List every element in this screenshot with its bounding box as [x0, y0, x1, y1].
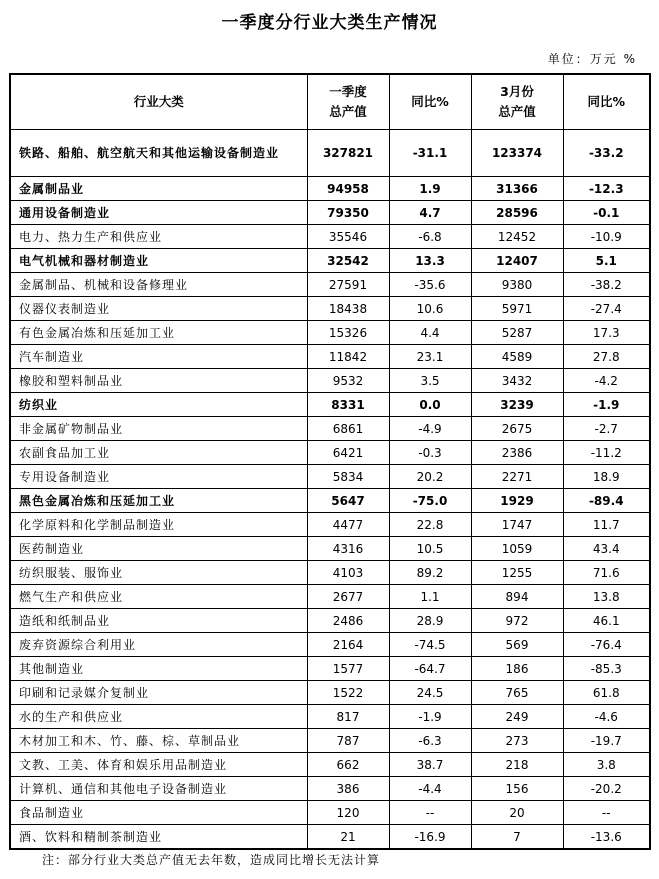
q1-output-cell: 4103	[307, 561, 389, 585]
mar-yoy-cell: 27.8	[563, 345, 650, 369]
industry-cell: 木材加工和木、竹、藤、棕、草制品业	[10, 729, 307, 753]
q1-output-cell: 6861	[307, 417, 389, 441]
q1-output-cell: 15326	[307, 321, 389, 345]
mar-yoy-cell: -11.2	[563, 441, 650, 465]
mar-yoy-cell: 46.1	[563, 609, 650, 633]
mar-yoy-cell: 71.6	[563, 561, 650, 585]
industry-cell: 非金属矿物制品业	[10, 417, 307, 441]
q1-output-cell: 6421	[307, 441, 389, 465]
mar-yoy-cell: -20.2	[563, 777, 650, 801]
mar-yoy-cell: -4.2	[563, 369, 650, 393]
q1-yoy-cell: 24.5	[389, 681, 471, 705]
industry-cell: 金属制品业	[10, 177, 307, 201]
q1-yoy-cell: 38.7	[389, 753, 471, 777]
mar-output-cell: 3432	[471, 369, 563, 393]
page-title: 一季度分行业大类生产情况	[221, 13, 438, 33]
q1-yoy-cell: -64.7	[389, 657, 471, 681]
industry-cell: 纺织服装、服饰业	[10, 561, 307, 585]
q1-output-cell: 8331	[307, 393, 389, 417]
industry-cell: 印刷和记录媒介复制业	[10, 681, 307, 705]
q1-yoy-cell: 13.3	[389, 249, 471, 273]
mar-output-cell: 4589	[471, 345, 563, 369]
industry-cell: 其他制造业	[10, 657, 307, 681]
industry-cell: 铁路、船舶、航空航天和其他运输设备制造业	[10, 130, 307, 177]
header-industry: 行业大类	[10, 74, 307, 130]
mar-output-cell: 972	[471, 609, 563, 633]
mar-yoy-cell: 18.9	[563, 465, 650, 489]
q1-yoy-cell: -75.0	[389, 489, 471, 513]
mar-output-cell: 7	[471, 825, 563, 850]
table-row	[10, 345, 650, 369]
mar-yoy-cell: 17.3	[563, 321, 650, 345]
mar-yoy-cell: 11.7	[563, 513, 650, 537]
industry-cell: 仪器仪表制造业	[10, 297, 307, 321]
mar-output-cell: 12407	[471, 249, 563, 273]
q1-output-cell: 2164	[307, 633, 389, 657]
industry-cell: 金属制品、机械和设备修理业	[10, 273, 307, 297]
q1-yoy-cell: -35.6	[389, 273, 471, 297]
q1-output-cell: 32542	[307, 249, 389, 273]
q1-output-cell: 5834	[307, 465, 389, 489]
mar-yoy-cell: -76.4	[563, 633, 650, 657]
mar-output-cell: 765	[471, 681, 563, 705]
industry-cell: 化学原料和化学制品制造业	[10, 513, 307, 537]
mar-yoy-cell: --	[563, 801, 650, 825]
mar-output-cell: 123374	[471, 130, 563, 177]
unit-label: 单位：万元 %	[547, 52, 637, 66]
mar-output-cell: 186	[471, 657, 563, 681]
q1-output-cell: 1577	[307, 657, 389, 681]
table-row	[10, 201, 650, 225]
mar-output-cell: 1059	[471, 537, 563, 561]
q1-yoy-cell: 20.2	[389, 465, 471, 489]
mar-output-cell: 2271	[471, 465, 563, 489]
q1-output-cell: 120	[307, 801, 389, 825]
mar-output-cell: 1929	[471, 489, 563, 513]
mar-output-cell: 273	[471, 729, 563, 753]
q1-output-cell: 79350	[307, 201, 389, 225]
q1-output-cell: 18438	[307, 297, 389, 321]
q1-yoy-cell: -6.8	[389, 225, 471, 249]
mar-output-cell: 5971	[471, 297, 563, 321]
q1-yoy-cell: -4.4	[389, 777, 471, 801]
table-row	[10, 441, 650, 465]
q1-yoy-cell: 0.0	[389, 393, 471, 417]
q1-output-cell: 4477	[307, 513, 389, 537]
q1-output-cell: 817	[307, 705, 389, 729]
industry-cell: 通用设备制造业	[10, 201, 307, 225]
table-row	[10, 729, 650, 753]
q1-yoy-cell: 1.1	[389, 585, 471, 609]
q1-output-cell: 787	[307, 729, 389, 753]
q1-output-cell: 9532	[307, 369, 389, 393]
mar-yoy-cell: -33.2	[563, 130, 650, 177]
q1-output-cell: 35546	[307, 225, 389, 249]
header-q1-output-line1: 一季度	[329, 84, 367, 99]
mar-yoy-cell: -1.9	[563, 393, 650, 417]
table-row	[10, 273, 650, 297]
mar-output-cell: 569	[471, 633, 563, 657]
q1-yoy-cell: -16.9	[389, 825, 471, 850]
mar-output-cell: 1255	[471, 561, 563, 585]
table-row	[10, 609, 650, 633]
industry-cell: 燃气生产和供应业	[10, 585, 307, 609]
mar-output-cell: 20	[471, 801, 563, 825]
mar-output-cell: 218	[471, 753, 563, 777]
industry-cell: 废弃资源综合利用业	[10, 633, 307, 657]
industry-cell: 黑色金属冶炼和压延加工业	[10, 489, 307, 513]
table-header-row	[10, 74, 650, 130]
industry-cell: 电气机械和器材制造业	[10, 249, 307, 273]
q1-yoy-cell: 23.1	[389, 345, 471, 369]
q1-output-cell: 21	[307, 825, 389, 850]
q1-yoy-cell: 10.6	[389, 297, 471, 321]
mar-yoy-cell: 5.1	[563, 249, 650, 273]
mar-output-cell: 249	[471, 705, 563, 729]
q1-yoy-cell: 28.9	[389, 609, 471, 633]
industry-cell: 文教、工美、体育和娱乐用品制造业	[10, 753, 307, 777]
industry-cell: 水的生产和供应业	[10, 705, 307, 729]
q1-yoy-cell: -31.1	[389, 130, 471, 177]
q1-yoy-cell: 10.5	[389, 537, 471, 561]
mar-output-cell: 156	[471, 777, 563, 801]
table-row	[10, 753, 650, 777]
industry-cell: 电力、热力生产和供应业	[10, 225, 307, 249]
industry-cell: 医药制造业	[10, 537, 307, 561]
table-row	[10, 393, 650, 417]
q1-yoy-cell: -4.9	[389, 417, 471, 441]
mar-yoy-cell: -0.1	[563, 201, 650, 225]
industry-cell: 有色金属冶炼和压延加工业	[10, 321, 307, 345]
table-row	[10, 465, 650, 489]
q1-yoy-cell: -0.3	[389, 441, 471, 465]
table-body	[10, 130, 650, 850]
header-mar-output	[471, 74, 563, 130]
table-row	[10, 369, 650, 393]
footnote: 注：部分行业大类总产值无去年数，造成同比增长无法计算	[42, 853, 381, 867]
mar-yoy-cell: -85.3	[563, 657, 650, 681]
table-row	[10, 657, 650, 681]
table-row	[10, 297, 650, 321]
header-q1-output-line2: 总产值	[329, 104, 367, 119]
q1-output-cell: 2677	[307, 585, 389, 609]
mar-output-cell: 9380	[471, 273, 563, 297]
table-row	[10, 513, 650, 537]
q1-output-cell: 2486	[307, 609, 389, 633]
mar-yoy-cell: -10.9	[563, 225, 650, 249]
table-row	[10, 225, 650, 249]
q1-yoy-cell: 89.2	[389, 561, 471, 585]
mar-output-cell: 894	[471, 585, 563, 609]
table-row	[10, 681, 650, 705]
q1-output-cell: 327821	[307, 130, 389, 177]
q1-output-cell: 27591	[307, 273, 389, 297]
industry-cell: 纺织业	[10, 393, 307, 417]
mar-output-cell: 2675	[471, 417, 563, 441]
mar-output-cell: 5287	[471, 321, 563, 345]
mar-yoy-cell: -12.3	[563, 177, 650, 201]
table-row	[10, 825, 650, 850]
q1-output-cell: 5647	[307, 489, 389, 513]
mar-output-cell: 12452	[471, 225, 563, 249]
mar-yoy-cell: 43.4	[563, 537, 650, 561]
mar-output-cell: 28596	[471, 201, 563, 225]
table-row	[10, 249, 650, 273]
q1-output-cell: 1522	[307, 681, 389, 705]
industry-cell: 汽车制造业	[10, 345, 307, 369]
header-mar-output-line1: 3月份	[500, 84, 534, 99]
mar-yoy-cell: -2.7	[563, 417, 650, 441]
mar-yoy-cell: -27.4	[563, 297, 650, 321]
mar-yoy-cell: -19.7	[563, 729, 650, 753]
table-row	[10, 705, 650, 729]
mar-output-cell: 31366	[471, 177, 563, 201]
industry-output-table	[9, 73, 651, 850]
header-q1-output	[307, 74, 389, 130]
q1-yoy-cell: -1.9	[389, 705, 471, 729]
industry-cell: 计算机、通信和其他电子设备制造业	[10, 777, 307, 801]
q1-output-cell: 662	[307, 753, 389, 777]
mar-output-cell: 1747	[471, 513, 563, 537]
mar-yoy-cell: -89.4	[563, 489, 650, 513]
mar-output-cell: 3239	[471, 393, 563, 417]
q1-yoy-cell: 22.8	[389, 513, 471, 537]
header-q1-yoy: 同比%	[389, 74, 471, 130]
q1-output-cell: 386	[307, 777, 389, 801]
q1-yoy-cell: -74.5	[389, 633, 471, 657]
q1-yoy-cell: --	[389, 801, 471, 825]
table-row	[10, 417, 650, 441]
industry-cell: 食品制造业	[10, 801, 307, 825]
table-row	[10, 177, 650, 201]
industry-cell: 农副食品加工业	[10, 441, 307, 465]
table-row	[10, 561, 650, 585]
table-row	[10, 777, 650, 801]
table-row	[10, 585, 650, 609]
q1-output-cell: 11842	[307, 345, 389, 369]
q1-output-cell: 94958	[307, 177, 389, 201]
table-row	[10, 537, 650, 561]
mar-yoy-cell: -13.6	[563, 825, 650, 850]
mar-output-cell: 2386	[471, 441, 563, 465]
mar-yoy-cell: -38.2	[563, 273, 650, 297]
mar-yoy-cell: -4.6	[563, 705, 650, 729]
table-row	[10, 130, 650, 177]
table-row	[10, 321, 650, 345]
industry-cell: 橡胶和塑料制品业	[10, 369, 307, 393]
table-row	[10, 801, 650, 825]
mar-yoy-cell: 13.8	[563, 585, 650, 609]
table-row	[10, 489, 650, 513]
q1-yoy-cell: 4.4	[389, 321, 471, 345]
mar-yoy-cell: 61.8	[563, 681, 650, 705]
industry-cell: 专用设备制造业	[10, 465, 307, 489]
header-mar-yoy: 同比%	[563, 74, 650, 130]
industry-cell: 酒、饮料和精制茶制造业	[10, 825, 307, 850]
header-mar-output-line2: 总产值	[498, 104, 536, 119]
q1-yoy-cell: -6.3	[389, 729, 471, 753]
q1-yoy-cell: 1.9	[389, 177, 471, 201]
mar-yoy-cell: 3.8	[563, 753, 650, 777]
q1-yoy-cell: 3.5	[389, 369, 471, 393]
q1-output-cell: 4316	[307, 537, 389, 561]
q1-yoy-cell: 4.7	[389, 201, 471, 225]
table-row	[10, 633, 650, 657]
industry-cell: 造纸和纸制品业	[10, 609, 307, 633]
